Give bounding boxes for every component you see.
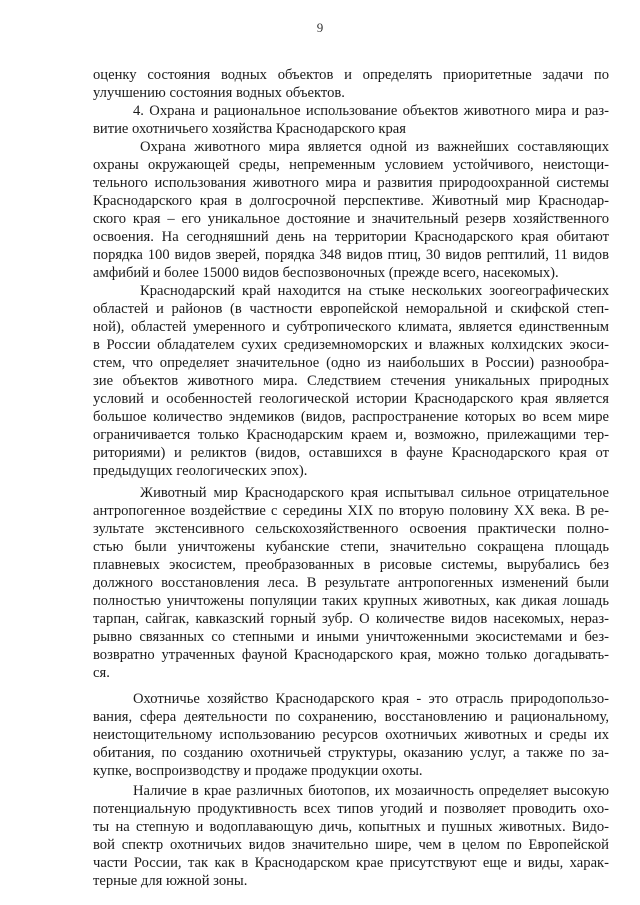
text-line: вания, сфера деятельности по сохранению, восстановлению и рациональному, [93, 709, 609, 725]
section-heading: 4. Охрана и рациональное использование объектов животного мира и раз- [133, 103, 609, 119]
section-heading: витие охотничьего хозяйства Краснодарского края [93, 121, 406, 137]
text-line: оценку состояния водных объектов и определять приоритетные задачи по [93, 67, 609, 83]
text-line: купке, воспроизводству и продаже продукции охоты. [93, 763, 423, 779]
text-line: условий и особенностей геологической истории Краснодарского края является [93, 391, 609, 407]
text-line: рывно связанных со степными и иными уничтоженными экосистемами и без- [93, 629, 609, 645]
text-line: Краснодарского края в долгосрочной перспективе. Животный мир Краснодар- [93, 193, 609, 209]
text-line: тельного использования животного мира и развития природоохранной системы [93, 175, 609, 191]
text-line: в России обладателем сухих средиземноморских и влажных колхидских экоси- [93, 337, 609, 353]
text-line: порядка 100 видов зверей, порядка 348 видов птиц, 30 видов рептилий, 11 видов [93, 247, 609, 263]
text-line: зие объектов животного мира. Следствием стечения уникальных природных [93, 373, 609, 389]
text-line: полностью уничтожены популяции таких крупных животных, как дикая лошадь [93, 593, 609, 609]
text-line: Охотничье хозяйство Краснодарского края - это отрасль природопользо- [133, 691, 609, 707]
text-line: большое количество эндемиков (видов, распространение которых во всем мире [93, 409, 609, 425]
text-line: стем, что определяет значительное (одно из наибольших в России) разнообра- [93, 355, 609, 371]
text-line: плавневых экосистем, преобразованных в рисовые системы, вырубались без [93, 557, 609, 573]
text-line: Наличие в крае различных биотопов, их мозаичность определяет высокую [133, 783, 609, 799]
text-line: ограничивается только Краснодарским краем и, возможно, прилежащими тер- [93, 427, 609, 443]
text-line: ского края – его уникальное достояние и значительный резерв хозяйственного [93, 211, 609, 227]
text-line: должного восстановления леса. В результате антропогенных изменений были [93, 575, 609, 591]
text-line: освоения. На сегодняшний день на территории Краснодарского края обитают [93, 229, 609, 245]
text-line: части России, так как в Краснодарском крае присутствуют еще и виды, харак- [93, 855, 609, 871]
text-line: возвратно утраченных фауной Краснодарского края, можно только догадывать- [93, 647, 609, 663]
text-line: ной), областей умеренного и субтропического климата, является единственным [93, 319, 609, 335]
text-line: областей и районов (в частности европейской неморальной и скифской степ- [93, 301, 609, 317]
text-line: зультате экстенсивного сельскохозяйственного освоения практически полно- [93, 521, 609, 537]
text-line: антропогенное воздействие с середины XIX по вторую половину XX века. В ре- [93, 503, 609, 519]
text-line: ся. [93, 665, 110, 681]
text-line: Охрана животного мира является одной из важнейших составляющих [140, 139, 609, 155]
text-line: вой спектр охотничьих видов значительно шире, чем в целом по Европейской [93, 837, 609, 853]
text-line: Краснодарский край находится на стыке нескольких зоогеографических [140, 283, 609, 299]
text-line: терные для южной зоны. [93, 873, 248, 889]
text-line: Животный мир Краснодарского края испытывал сильное отрицательное [140, 485, 609, 501]
text-line: амфибий и более 15000 видов беспозвоночных (прежде всего, насекомых). [93, 265, 559, 281]
text-line: неистощительному использованию ресурсов охотничьих животных и среды их [93, 727, 609, 743]
text-line: обитания, по созданию охотничьей структуры, оказанию услуг, а также по за- [93, 745, 609, 761]
text-line: охраны окружающей среды, непременным условием устойчивого, неистощи- [93, 157, 609, 173]
text-line: стью были уничтожены кубанские степи, значительно сокращена площадь [93, 539, 609, 555]
text-line: предыдущих геологических эпох). [93, 463, 308, 479]
text-line: ты на степную и водоплавающую дичь, копытных и пушных животных. Видо- [93, 819, 609, 835]
text-line: тарпан, сайгак, кавказский горный зубр. О количестве видов насекомых, нераз- [93, 611, 609, 627]
text-line: риториями) и реликтов (видов, оставшихся в фауне Краснодарского края от [93, 445, 609, 461]
text-line: улучшению состояния водных объектов. [93, 85, 345, 101]
text-line: потенциальную продуктивность всех типов угодий и позволяет проводить охо- [93, 801, 609, 817]
page-number: 9 [316, 20, 324, 35]
